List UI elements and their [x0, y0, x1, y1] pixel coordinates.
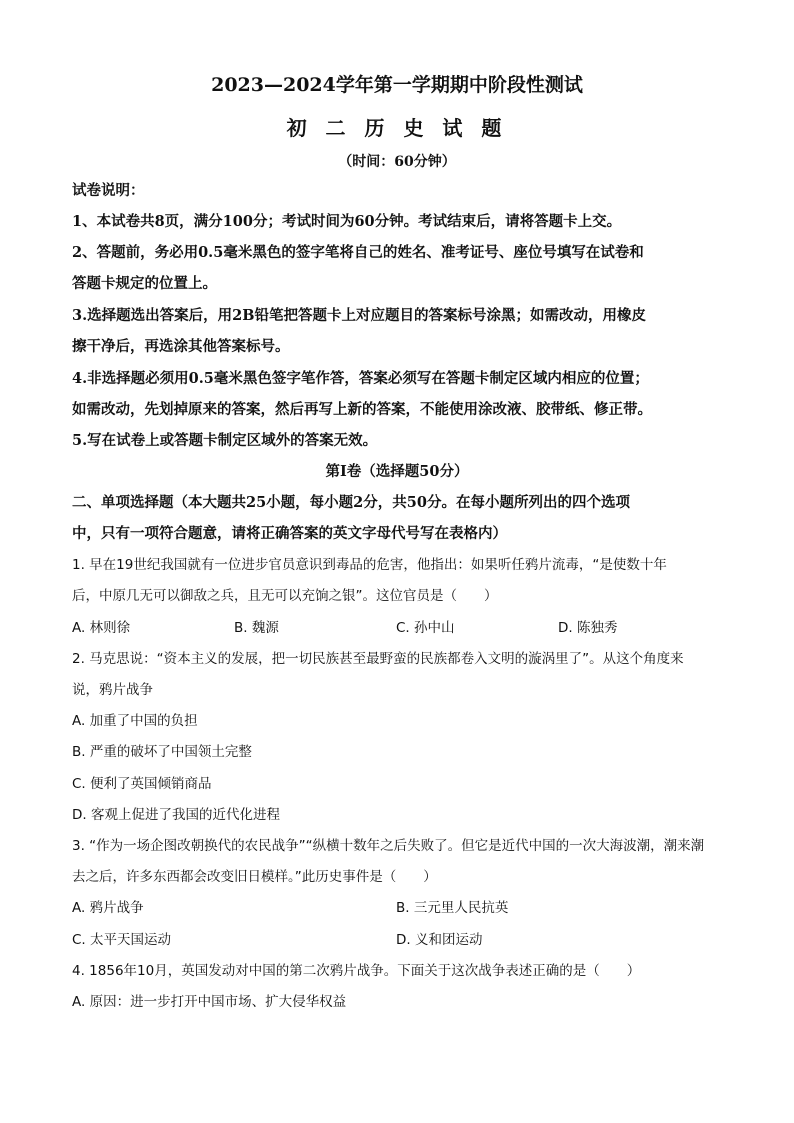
instruction-line: 答题卡规定的位置上。 [72, 275, 217, 292]
question-2-text: 说，鸦片战争 [72, 682, 153, 698]
subject-title: 初 二 历 史 试 题 [286, 116, 508, 140]
q2-option-a[interactable]: A. 加重了中国的负担 [72, 713, 198, 729]
q3-option-b[interactable]: B. 三元里人民抗英 [396, 900, 509, 916]
question-1-text: 1. 早在19世纪我国就有一位进步官员意识到毒品的危害，他指出：如果听任鸦片流毒，“是使数十年 [72, 557, 667, 573]
section-title: 第Ⅰ卷（选择题50分） [325, 463, 469, 480]
q2-option-d[interactable]: D. 客观上促进了我国的近代化进程 [72, 807, 280, 823]
q2-option-b[interactable]: B. 严重的破坏了中国领土完整 [72, 744, 252, 760]
question-3-text: 去之后，许多东西都会改变旧日模样。”此历史事件是（ ） [72, 869, 437, 885]
exam-duration: （时间：60分钟） [338, 154, 456, 170]
instruction-line: 3.选择题选出答案后，用2B铅笔把答题卡上对应题目的答案标号涂黑；如需改动，用橡皮 [72, 307, 646, 324]
q3-option-d[interactable]: D. 义和团运动 [396, 932, 483, 948]
instructions-heading: 试卷说明： [72, 182, 145, 199]
q3-option-c[interactable]: C. 太平天国运动 [72, 932, 172, 948]
q1-option-a[interactable]: A. 林则徐 [72, 620, 131, 636]
question-4-text: 4. 1856年10月，英国发动对中国的第二次鸦片战争。下面关于这次战争表述正确的是（ ） [72, 963, 641, 979]
instruction-line: 1、本试卷共8页，满分100分；考试时间为60分钟。考试结束后，请将答题卡上交。 [72, 213, 622, 230]
instruction-line: 5.写在试卷上或答题卡制定区域外的答案无效。 [72, 432, 378, 449]
instruction-line: 擦干净后，再选涂其他答案标号。 [72, 338, 290, 355]
question-2-text: 2. 马克思说：“资本主义的发展，把一切民族甚至最野蛮的民族都卷入文明的漩涡里了”。从这个角度来 [72, 651, 684, 667]
section-heading: 二、单项选择题（本大题共25小题，每小题2分，共50分。在每小题所列出的四个选项 [72, 494, 630, 511]
q1-option-b[interactable]: B. 魏源 [234, 620, 279, 636]
q1-option-d[interactable]: D. 陈独秀 [558, 620, 618, 636]
q4-option-a[interactable]: A. 原因：进一步打开中国市场、扩大侵华权益 [72, 994, 347, 1010]
q1-option-c[interactable]: C. 孙中山 [396, 620, 455, 636]
instruction-line: 4.非选择题必须用0.5毫米黑色签字笔作答，答案必须写在答题卡制定区域内相应的位置； [72, 370, 649, 387]
q2-option-c[interactable]: C. 便利了英国倾销商品 [72, 776, 212, 792]
question-3-text: 3. “作为一场企图改朝换代的农民战争”“纵横十数年之后失败了。但它是近代中国的一次大海波潮，潮来潮 [72, 838, 705, 854]
section-heading: 中，只有一项符合题意，请将正确答案的英文字母代号写在表格内） [72, 525, 507, 542]
instruction-line: 如需改动，先划掉原来的答案，然后再写上新的答案，不能使用涂改液、胶带纸、修正带。 [72, 401, 652, 418]
exam-title: 2023—2024学年第一学期期中阶段性测试 [211, 74, 583, 96]
q3-option-a[interactable]: A. 鸦片战争 [72, 900, 144, 916]
instruction-line: 2、答题前，务必用0.5毫米黑色的签字笔将自己的姓名、准考证号、座位号填写在试卷和 [72, 244, 644, 261]
question-1-text: 后，中原几无可以御敌之兵，且无可以充饷之银”。这位官员是（ ） [72, 588, 498, 604]
